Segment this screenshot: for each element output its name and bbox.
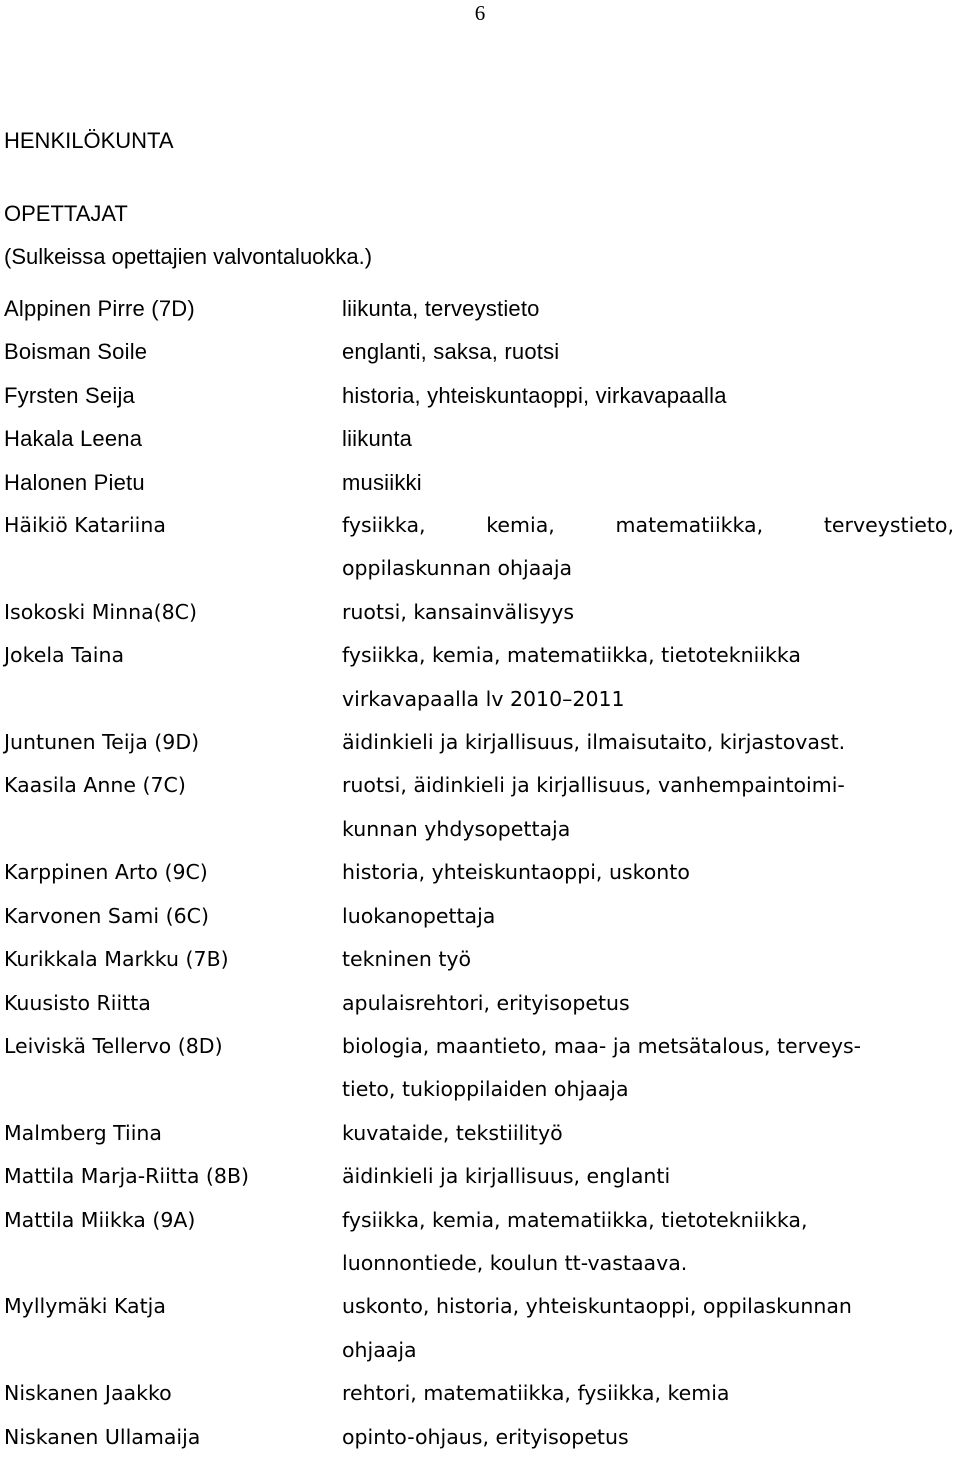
teacher-row — [0, 1199, 960, 1286]
teacher-subjects-line: liikunta, terveystieto — [342, 296, 540, 321]
section-subtitle: OPETTAJAT — [4, 201, 128, 226]
teacher-name: Karppinen Arto (9C) — [4, 860, 208, 885]
teacher-subjects-line: kuvataide, tekstiilityö — [342, 1120, 563, 1145]
teacher-subjects — [342, 461, 958, 504]
teacher-row — [0, 1112, 960, 1155]
teacher-row — [0, 504, 960, 591]
teacher-subjects — [342, 591, 958, 634]
teacher-subjects — [342, 764, 958, 851]
teacher-subjects — [342, 634, 958, 721]
teacher-subjects-line: luokanopettaja — [342, 903, 496, 928]
teacher-subjects-line: opinto-ohjaus, erityisopetus — [342, 1424, 629, 1449]
teacher-name: Häikiö Katariina — [4, 513, 166, 538]
teacher-subjects-line: englanti, saksa, ruotsi — [342, 339, 560, 365]
teacher-list — [0, 287, 960, 1459]
teacher-name: Kuusisto Riitta — [4, 990, 151, 1015]
teacher-subjects — [342, 1025, 958, 1112]
teacher-subjects — [342, 982, 958, 1025]
teacher-subjects-line: fysiikka, kemia, matematiikka, tietotekniikka, — [342, 1207, 808, 1232]
teacher-row — [0, 634, 960, 721]
teacher-subjects — [342, 1416, 958, 1459]
teacher-name: Fyrsten Seija — [4, 382, 135, 408]
teacher-name: Hakala Leena — [4, 426, 143, 452]
teacher-subjects — [342, 374, 958, 417]
teacher-subjects-line: historia, yhteiskuntaoppi, virkavapaalla — [342, 382, 727, 408]
teacher-subjects-line: virkavapaalla lv 2010–2011 — [342, 686, 625, 711]
teacher-subjects-line — [342, 504, 954, 547]
teacher-subjects-line: uskonto, historia, yhteiskuntaoppi, oppilaskunnan — [342, 1294, 852, 1319]
teacher-subjects — [342, 1285, 958, 1372]
teacher-subjects — [342, 330, 958, 373]
teacher-subjects — [342, 851, 958, 894]
teacher-subjects-word: fysiikka, — [342, 513, 426, 538]
teacher-subjects-line: äidinkieli ja kirjallisuus, ilmaisutaito, kirjastovast. — [342, 730, 846, 755]
teacher-subjects-line: rehtori, matematiikka, fysiikka, kemia — [342, 1381, 730, 1406]
teacher-row — [0, 330, 960, 373]
teacher-row — [0, 982, 960, 1025]
teacher-name: Jokela Taina — [4, 643, 125, 668]
teacher-subjects-line: äidinkieli ja kirjallisuus, englanti — [342, 1164, 671, 1189]
teacher-row — [0, 938, 960, 981]
teacher-subjects — [342, 1199, 958, 1286]
teacher-name: Kurikkala Markku (7B) — [4, 947, 229, 972]
teacher-subjects — [342, 1372, 958, 1415]
teacher-name: Mattila Marja-Riitta (8B) — [4, 1164, 250, 1189]
teacher-name: Niskanen Jaakko — [4, 1381, 172, 1406]
teacher-row — [0, 1025, 960, 1112]
teacher-subjects — [342, 1112, 958, 1155]
teacher-name: Mattila Miikka (9A) — [4, 1207, 196, 1232]
teacher-name: Niskanen Ullamaija — [4, 1424, 201, 1449]
teacher-subjects — [342, 417, 958, 460]
teacher-subjects-line: musiikki — [342, 469, 422, 495]
teacher-subjects — [342, 1155, 958, 1198]
teacher-row — [0, 461, 960, 504]
teacher-name: Kaasila Anne (7C) — [4, 773, 186, 798]
teacher-row — [0, 374, 960, 417]
teacher-subjects-line: fysiikka, kemia, matematiikka, tietotekniikka — [342, 643, 801, 668]
teacher-subjects-line: apulaisrehtori, erityisopetus — [342, 990, 630, 1015]
teacher-row — [0, 1372, 960, 1415]
teacher-name: Malmberg Tiina — [4, 1120, 162, 1145]
teacher-row — [0, 1416, 960, 1459]
teacher-row — [0, 591, 960, 634]
teacher-subjects-line: luonnontiede, koulun tt-vastaava. — [342, 1250, 688, 1275]
teacher-row — [0, 287, 960, 330]
teacher-subjects-line: ruotsi, kansainvälisyys — [342, 599, 575, 624]
teacher-row — [0, 851, 960, 894]
teacher-subjects — [342, 504, 958, 591]
teacher-row — [0, 417, 960, 460]
teacher-row — [0, 895, 960, 938]
teacher-name: Boisman Soile — [4, 339, 148, 365]
teacher-subjects — [342, 895, 958, 938]
section-title: HENKILÖKUNTA — [4, 128, 174, 153]
teacher-subjects-line: tieto, tukioppilaiden ohjaaja — [342, 1077, 629, 1102]
teacher-subjects-line: historia, yhteiskuntaoppi, uskonto — [342, 860, 690, 885]
teacher-subjects-line: biologia, maantieto, maa- ja metsätalous, terveys- — [342, 1033, 862, 1058]
teacher-row — [0, 764, 960, 851]
page-number: 6 — [474, 1, 486, 25]
teacher-subjects-word: matematiikka, — [615, 513, 764, 538]
teacher-name: Alppinen Pirre (7D) — [4, 296, 195, 321]
teacher-name: Karvonen Sami (6C) — [4, 903, 209, 928]
teacher-subjects — [342, 721, 958, 764]
teacher-subjects-line: liikunta — [342, 426, 413, 452]
teacher-subjects — [342, 938, 958, 981]
teacher-subjects-line: tekninen työ — [342, 947, 472, 972]
teacher-subjects-line: ohjaaja — [342, 1337, 417, 1362]
section-note: (Sulkeissa opettajien valvontaluokka.) — [4, 244, 373, 269]
teacher-name: Leiviskä Tellervo (8D) — [4, 1033, 223, 1058]
teacher-subjects-line: oppilaskunnan ohjaaja — [342, 556, 573, 581]
teacher-row — [0, 1285, 960, 1372]
teacher-name: Isokoski Minna(8C) — [4, 599, 197, 624]
teacher-name: Juntunen Teija (9D) — [4, 730, 200, 755]
teacher-row — [0, 721, 960, 764]
teacher-subjects-line: ruotsi, äidinkieli ja kirjallisuus, vanhempaintoimi- — [342, 773, 845, 798]
teacher-subjects — [342, 287, 958, 330]
teacher-name: Myllymäki Katja — [4, 1294, 166, 1319]
teacher-subjects-word: kemia, — [486, 513, 555, 538]
teacher-row — [0, 1155, 960, 1198]
teacher-subjects-word: terveystieto, — [823, 513, 954, 538]
teacher-subjects-line: kunnan yhdysopettaja — [342, 816, 571, 841]
teacher-name: Halonen Pietu — [4, 469, 145, 495]
